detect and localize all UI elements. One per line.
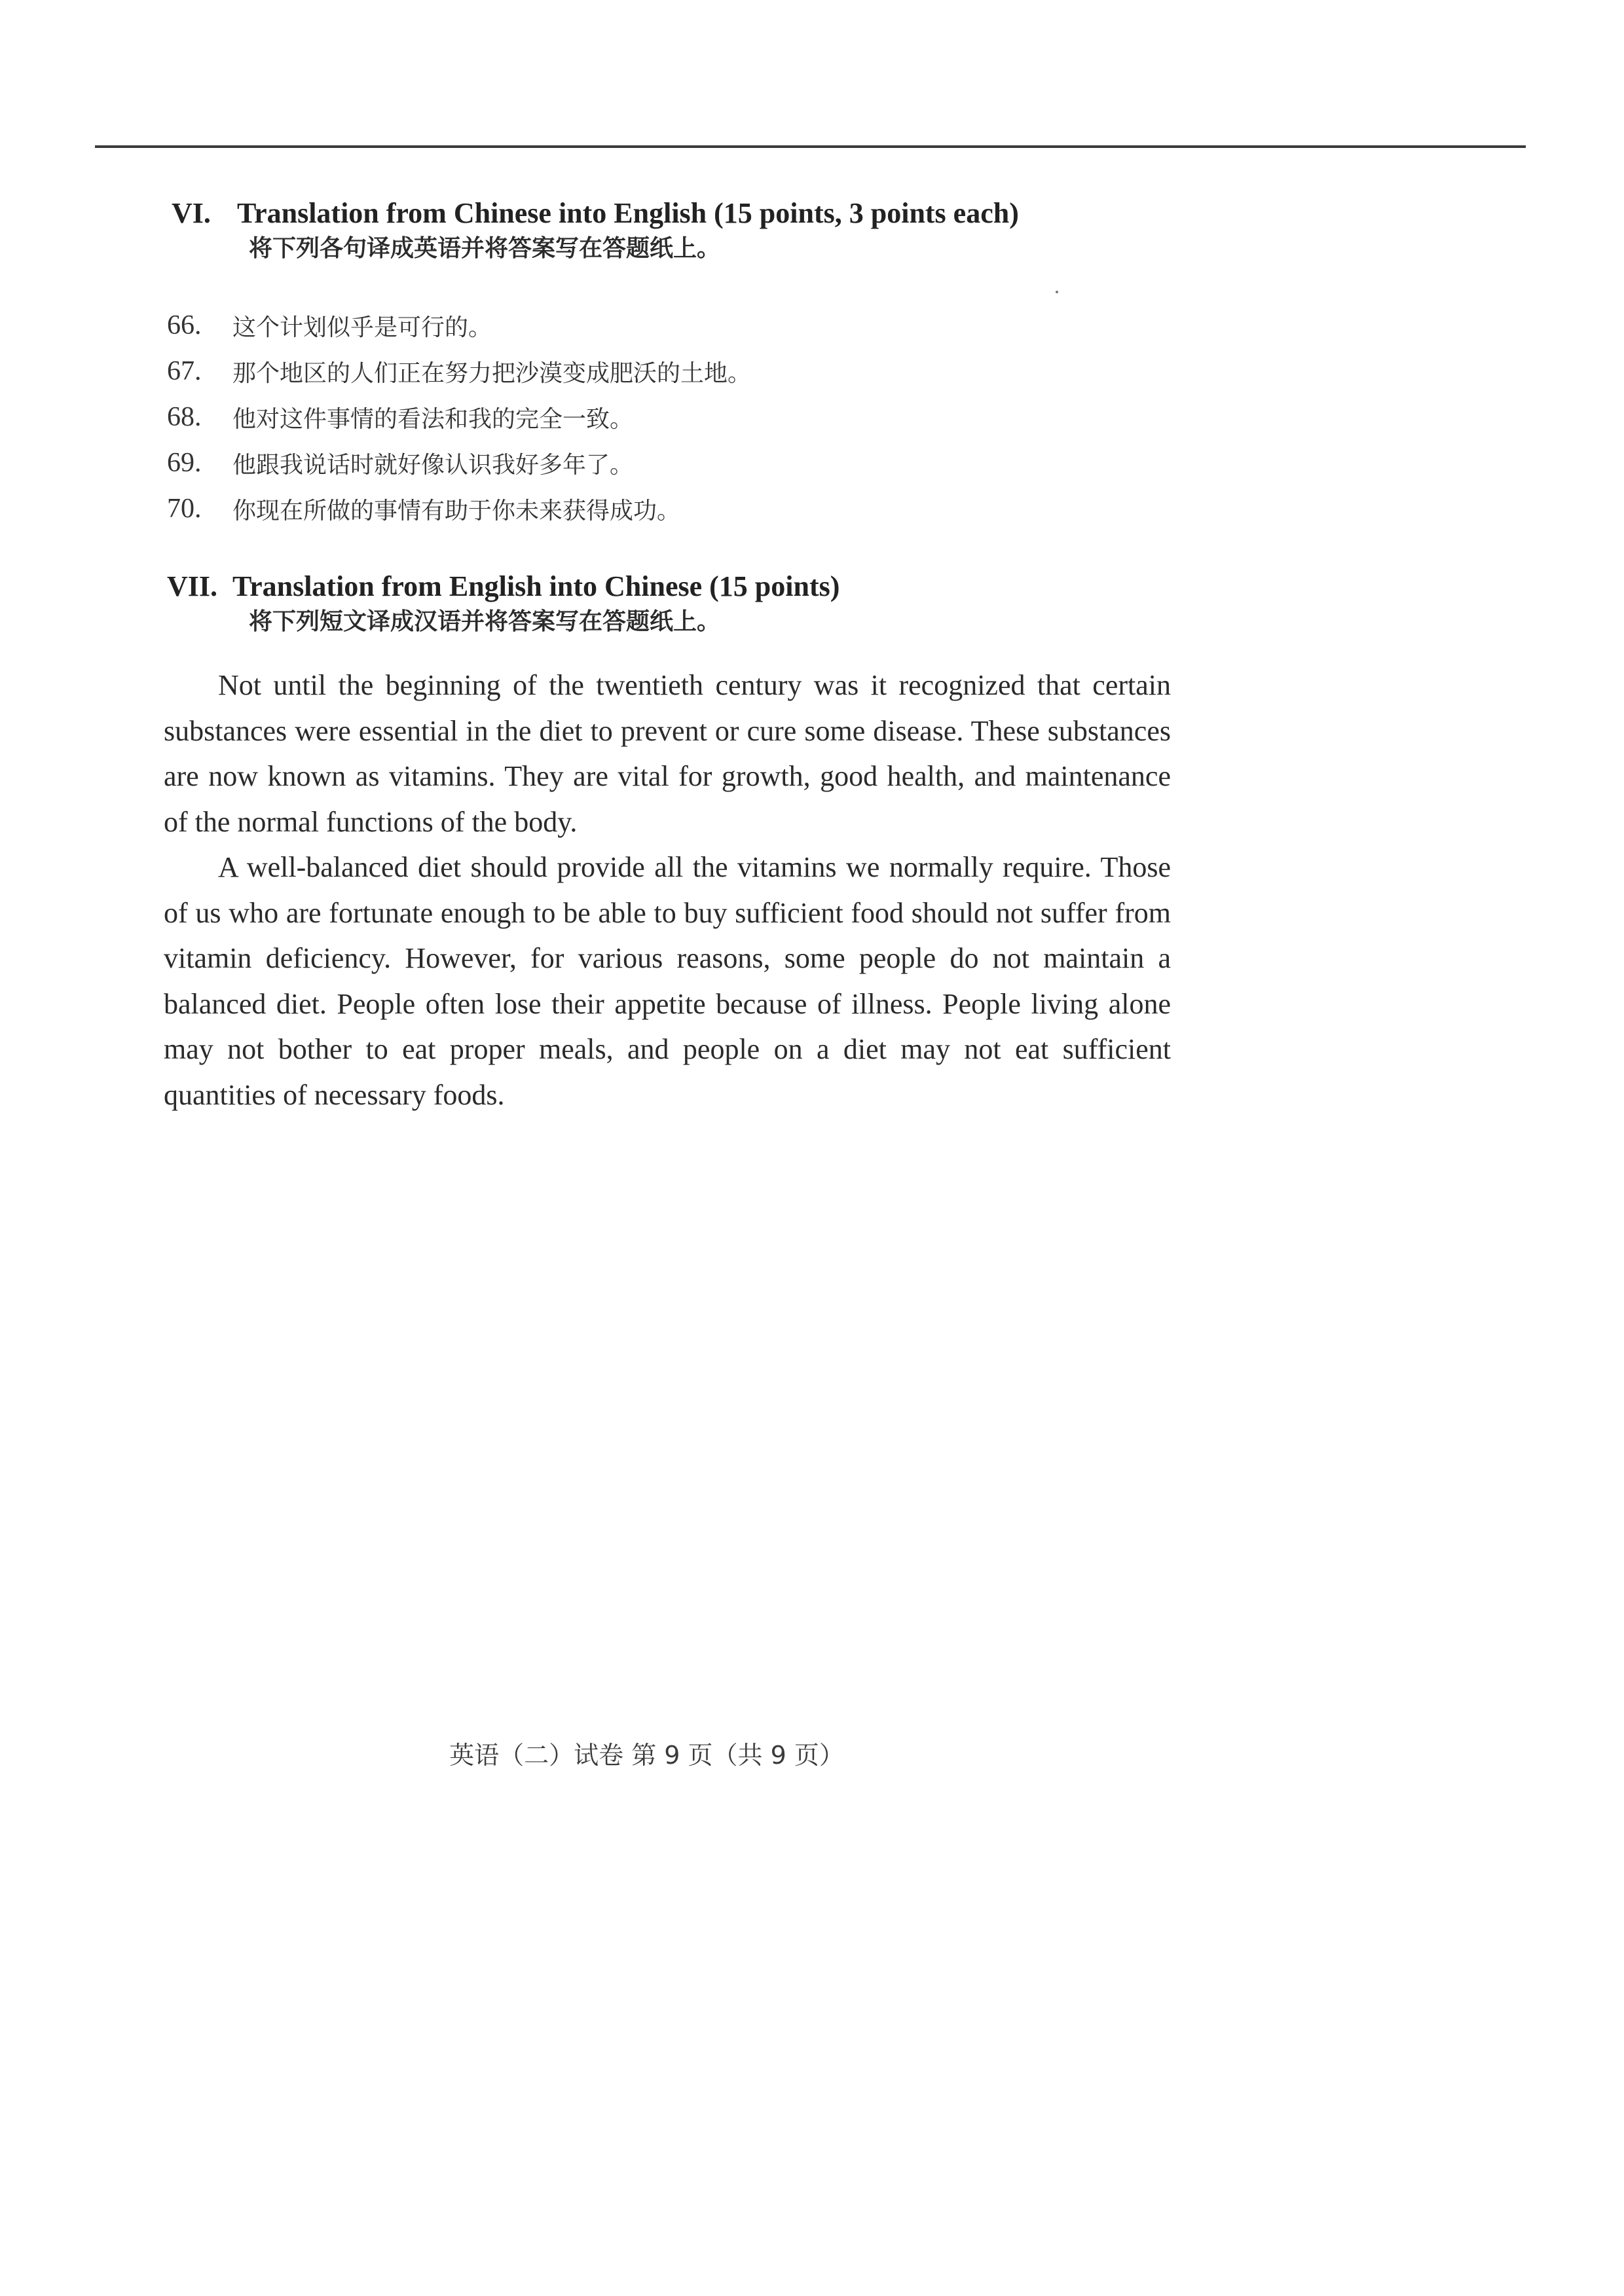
top-divider-line <box>95 145 1526 148</box>
question-list <box>167 302 1189 532</box>
question-text: 他对这件事情的看法和我的完全一致。 <box>232 405 634 433</box>
section-vii-heading <box>167 568 1189 605</box>
passage-paragraph: A well-balanced diet should provide all the vitamins we normally require. Those of us who are fortunate enough to be able to buy sufficient food should not suffer from vitamin deficiency. However, for various reasons, some people do not maintain a balanced diet. People often lose their appetite because of illness. People living alone may not bother to eat proper meals, and people on a diet may not eat sufficient quantities of necessary foods. <box>164 851 1171 1111</box>
question-number: 70. <box>167 494 202 524</box>
section-vi <box>172 195 1193 266</box>
section-vi-heading <box>172 195 1193 232</box>
scan-speck <box>1056 291 1058 293</box>
question-number: 69. <box>167 448 202 478</box>
section-vii-instruction: 将下列短文译成汉语并将答案写在答题纸上。 <box>249 608 721 635</box>
question-item <box>167 302 1189 348</box>
section-vii <box>167 568 1189 639</box>
section-vi-number: VI. <box>172 197 211 229</box>
section-vi-instruction: 将下列各句译成英语并将答案写在答题纸上。 <box>249 235 721 262</box>
question-item <box>167 440 1189 486</box>
section-vii-title: Translation from English into Chinese (15 points) <box>232 570 840 602</box>
page-footer: 英语（二）试卷 第 9 页（共 9 页） <box>449 1741 844 1770</box>
section-vi-title: Translation from Chinese into English (15 points, 3 points each) <box>237 197 1019 229</box>
question-item <box>167 394 1189 440</box>
question-number: 67. <box>167 356 202 386</box>
question-text: 这个计划似乎是可行的。 <box>232 314 492 341</box>
translation-passage <box>164 663 1171 1118</box>
question-item <box>167 348 1189 394</box>
question-number: 66. <box>167 310 202 340</box>
question-text: 那个地区的人们正在努力把沙漠变成肥沃的土地。 <box>232 359 752 387</box>
question-text: 他跟我说话时就好像认识我好多年了。 <box>232 451 634 479</box>
question-item <box>167 486 1189 532</box>
question-text: 你现在所做的事情有助于你未来获得成功。 <box>232 497 681 524</box>
question-number: 68. <box>167 402 202 432</box>
section-vii-number: VII. <box>167 570 218 602</box>
passage-paragraph: Not until the beginning of the twentieth century was it recognized that certain substances were essential in the diet to prevent or cure some disease. These substances are now known as vitamins. They are vital for growth, good health, and maintenance of the normal functions of the body. <box>164 669 1171 838</box>
